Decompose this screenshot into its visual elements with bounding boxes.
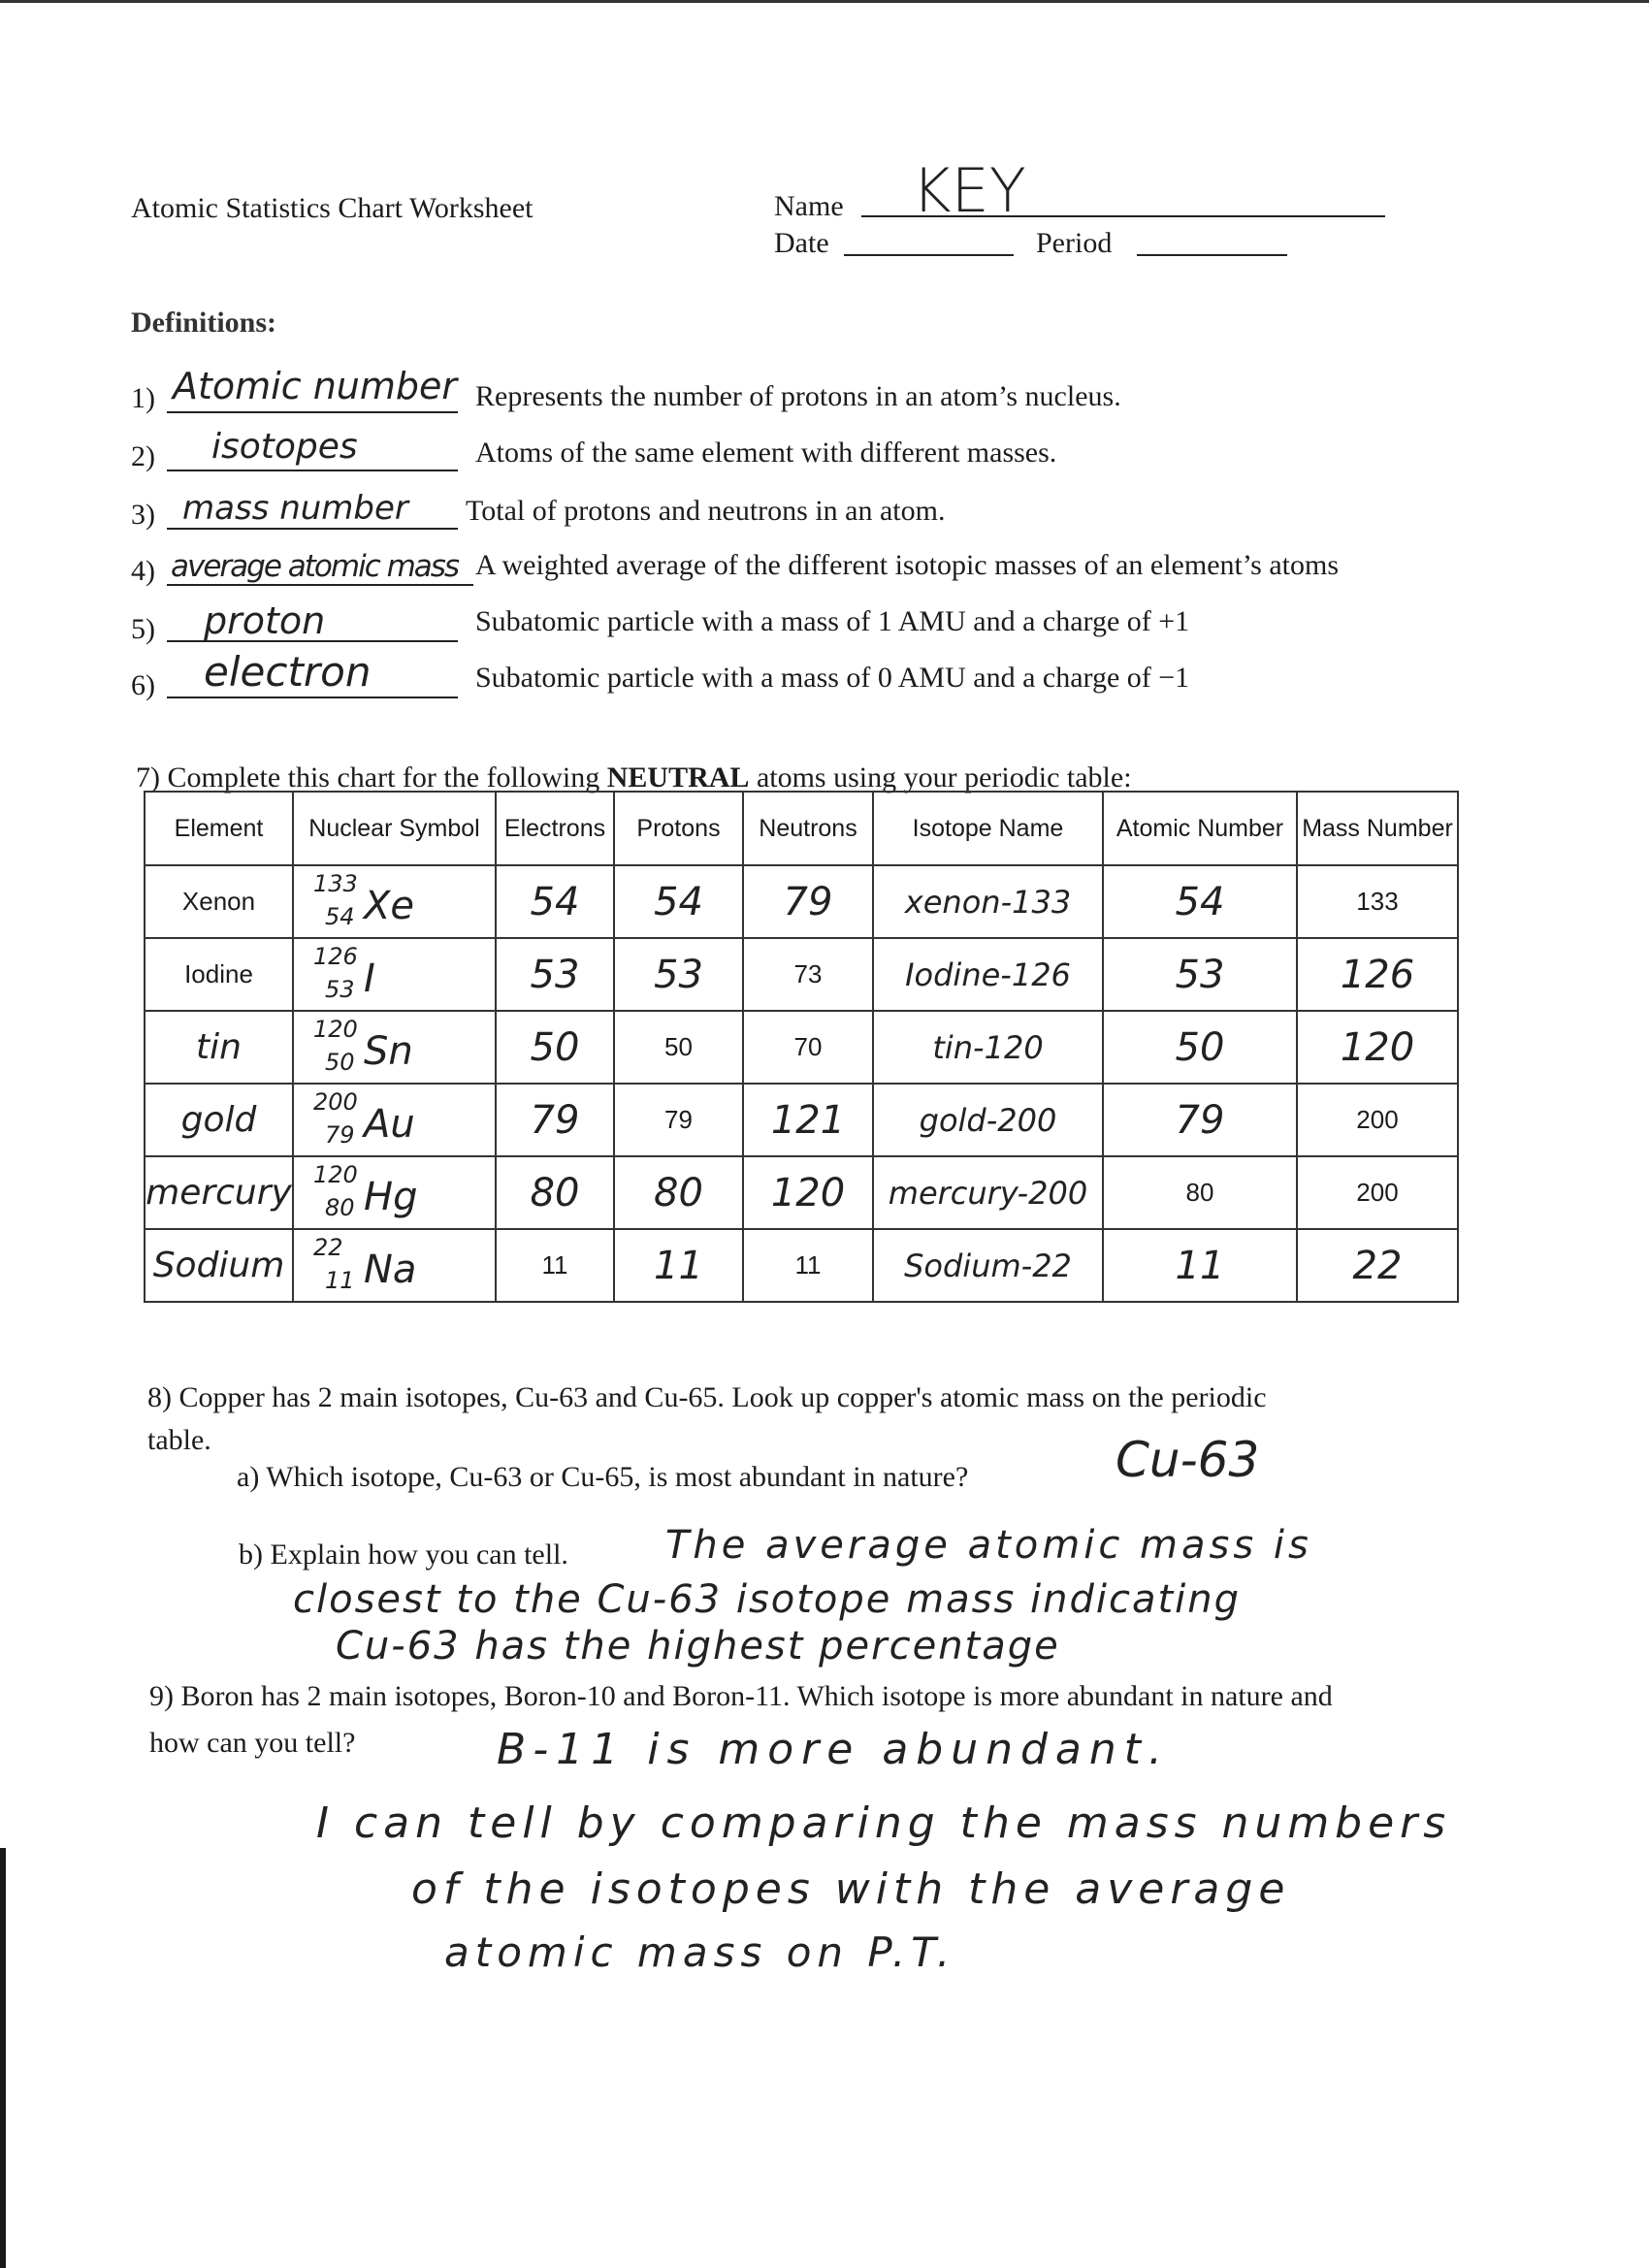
column-header: Electrons [496,792,614,865]
isotope-value: Iodine-126 [905,956,1071,993]
isotope-value: tin-120 [932,1028,1044,1066]
definition-text: A weighted average of the different isotopic masses of an element’s atoms [475,549,1340,581]
mass-number-superscript: 133 [313,870,358,897]
date-line [844,254,1014,256]
table-row [145,1229,1458,1302]
protons-value: 53 [654,952,703,997]
definition-text: Subatomic particle with a mass of 0 AMU and a charge of −1 [475,662,1190,694]
neutrons-value: 120 [770,1170,846,1215]
atomic-number-subscript: 54 [325,903,355,930]
protons-cell [614,1084,743,1156]
definition-text: Subatomic particle with a mass of 1 AMU and a charge of +1 [475,605,1190,637]
mass-number-superscript: 120 [313,1161,358,1188]
definition-number: 2) [131,440,155,472]
massnum-cell [1297,938,1458,1011]
isotope-cell [873,865,1103,938]
nuclear-symbol [307,1161,492,1225]
definition-number: 4) [131,555,155,587]
protons-cell [614,865,743,938]
atomic-number-subscript: 80 [325,1194,355,1221]
atomic-cell [1103,1084,1297,1156]
q9-line2: how can you tell? [149,1727,356,1759]
massnum-cell [1297,1156,1458,1229]
isotope-value: mercury-200 [888,1174,1088,1212]
atomic-value: 11 [1175,1243,1225,1288]
electrons-value: 50 [530,1024,580,1070]
electrons-cell [496,1229,614,1302]
definition-answer: average atomic mass [171,549,459,584]
neutrons-cell [743,865,873,938]
nuclear-symbol-cell [293,1011,496,1084]
nuclear-symbol [307,1234,492,1298]
element-cell [145,938,293,1011]
table-row [145,1156,1458,1229]
massnum-value: 200 [1356,1105,1399,1134]
column-header: Mass Number [1297,792,1458,865]
massnum-cell [1297,1084,1458,1156]
column-header: Atomic Number [1103,792,1297,865]
element-symbol: I [364,956,375,1001]
q8a-question: a) Which isotope, Cu-63 or Cu-65, is most abundant in nature? [237,1461,969,1493]
table-row [145,1011,1458,1084]
element-cell [145,1084,293,1156]
protons-value: 54 [654,879,703,924]
definition-answer: Atomic number [173,365,457,407]
electrons-cell [496,865,614,938]
neutrons-cell [743,1156,873,1229]
massnum-value: 133 [1356,887,1399,916]
protons-cell [614,1011,743,1084]
q9-answer-line1: B-11 is more abundant. [497,1725,1171,1774]
answer-line [167,584,473,586]
q8b-answer-line1: The average atomic mass is [665,1523,1312,1568]
name-label: Name [774,190,844,222]
element-cell [145,1229,293,1302]
atomic-statistics-table [144,791,1459,1303]
isotope-cell [873,1084,1103,1156]
mass-number-superscript: 126 [313,943,358,970]
isotope-value: Sodium-22 [904,1247,1072,1284]
protons-value: 11 [654,1243,703,1288]
element-symbol: Hg [364,1175,418,1219]
element-cell [145,865,293,938]
atomic-number-subscript: 11 [325,1267,355,1294]
massnum-value: 120 [1340,1024,1415,1070]
isotope-cell [873,1011,1103,1084]
nuclear-symbol [307,1088,492,1152]
table-row [145,865,1458,938]
element-value: Xenon [181,887,256,916]
element-value: mercury [146,1173,292,1213]
nuclear-symbol [307,870,492,934]
definitions-heading: Definitions: [131,307,276,339]
period-line [1137,254,1287,256]
element-value: Iodine [184,959,253,988]
electrons-cell [496,1011,614,1084]
atomic-value: 50 [1175,1024,1225,1070]
element-symbol: Au [364,1102,415,1147]
mass-number-superscript: 22 [313,1234,343,1261]
atomic-number-subscript: 79 [325,1121,355,1149]
neutrons-cell [743,938,873,1011]
column-header: Isotope Name [873,792,1103,865]
answer-line [167,411,458,413]
definition-text: Atoms of the same element with different masses. [475,437,1057,469]
definition-number: 6) [131,669,155,701]
neutrons-value: 11 [794,1250,822,1280]
neutrons-value: 70 [793,1032,823,1061]
neutrons-value: 121 [770,1097,846,1143]
isotope-value: xenon-133 [904,883,1072,921]
protons-value: 50 [664,1032,693,1061]
atomic-value: 54 [1175,879,1225,924]
electrons-value: 11 [541,1250,568,1280]
electrons-value: 79 [530,1097,580,1143]
definition-number: 3) [131,499,155,531]
atomic-value: 53 [1175,952,1225,997]
date-label: Date [774,227,829,259]
answer-line [167,697,458,698]
q8b-answer-line3: Cu-63 has the highest percentage [336,1624,1060,1669]
atomic-cell [1103,1156,1297,1229]
massnum-value: 126 [1340,952,1415,997]
definition-text: Represents the number of protons in an atom’s nucleus. [475,380,1121,412]
q9-answer-line4: atomic mass on P.T. [444,1928,956,1976]
column-header: Element [145,792,293,865]
electrons-value: 80 [530,1170,580,1215]
q8-line2: table. [147,1424,211,1456]
q8a-answer: Cu-63 [1116,1432,1260,1488]
atomic-number-subscript: 53 [325,976,355,1003]
element-value: tin [196,1027,242,1067]
massnum-value: 200 [1356,1178,1399,1207]
element-cell [145,1011,293,1084]
name-value: KEY [912,155,1026,226]
nuclear-symbol [307,1016,492,1080]
protons-value: 79 [664,1105,693,1134]
q7-prompt: 7) Complete this chart for the following NEUTRAL atoms using your periodic table: [136,761,1132,794]
q8b-question: b) Explain how you can tell. [239,1539,568,1571]
definition-answer: mass number [182,489,408,528]
element-value: Sodium [152,1246,285,1285]
neutrons-value: 73 [793,959,823,988]
nuclear-symbol-cell [293,938,496,1011]
definition-answer: isotopes [211,427,358,467]
q9-answer-line2: I can tell by comparing the mass numbers [316,1798,1452,1848]
definition-answer: electron [204,648,372,696]
mass-number-superscript: 120 [313,1016,358,1043]
table-header-row [145,792,1458,865]
electrons-cell [496,938,614,1011]
q8-line1: 8) Copper has 2 main isotopes, Cu-63 and Cu-65. Look up copper's atomic mass on the periodic [147,1381,1267,1413]
neutrons-cell [743,1011,873,1084]
atomic-cell [1103,938,1297,1011]
element-symbol: Na [364,1247,417,1292]
massnum-value: 22 [1352,1243,1403,1288]
scan-top-edge [0,0,1649,3]
isotope-cell [873,938,1103,1011]
massnum-cell [1297,865,1458,938]
q8b-answer-line2: closest to the Cu-63 isotope mass indicating [293,1577,1242,1622]
massnum-cell [1297,1229,1458,1302]
answer-line [167,470,458,471]
atomic-value: 80 [1185,1178,1214,1207]
protons-cell [614,938,743,1011]
column-header: Protons [614,792,743,865]
isotope-cell [873,1229,1103,1302]
isotope-value: gold-200 [919,1101,1057,1139]
definition-number: 1) [131,382,155,414]
mass-number-superscript: 200 [313,1088,358,1116]
nuclear-symbol [307,943,492,1007]
scan-left-edge [0,1848,6,2268]
nuclear-symbol-cell [293,1156,496,1229]
worksheet-title: Atomic Statistics Chart Worksheet [131,192,534,224]
definition-answer: proton [204,599,326,642]
protons-cell [614,1229,743,1302]
atomic-cell [1103,1229,1297,1302]
answer-line [167,528,458,530]
neutrons-cell [743,1229,873,1302]
atomic-cell [1103,865,1297,938]
atomic-cell [1103,1011,1297,1084]
nuclear-symbol-cell [293,1084,496,1156]
element-symbol: Xe [364,884,415,928]
protons-cell [614,1156,743,1229]
table-row [145,1084,1458,1156]
electrons-value: 54 [530,879,580,924]
atomic-number-subscript: 50 [325,1049,355,1076]
definition-number: 5) [131,613,155,645]
electrons-value: 53 [530,952,580,997]
electrons-cell [496,1084,614,1156]
column-header: Nuclear Symbol [293,792,496,865]
nuclear-symbol-cell [293,865,496,938]
massnum-cell [1297,1011,1458,1084]
element-cell [145,1156,293,1229]
q9-line1: 9) Boron has 2 main isotopes, Boron-10 and Boron-11. Which isotope is more abundant in nature and [149,1680,1333,1712]
q9-answer-line3: of the isotopes with the average [411,1864,1291,1914]
nuclear-symbol-cell [293,1229,496,1302]
element-symbol: Sn [364,1029,413,1074]
table-row [145,938,1458,1011]
isotope-cell [873,1156,1103,1229]
element-value: gold [180,1100,257,1140]
definition-text: Total of protons and neutrons in an atom. [466,495,946,527]
neutrons-value: 79 [783,879,833,924]
neutrons-cell [743,1084,873,1156]
electrons-cell [496,1156,614,1229]
column-header: Neutrons [743,792,873,865]
protons-value: 80 [654,1170,703,1215]
atomic-value: 79 [1175,1097,1225,1143]
period-label: Period [1036,227,1113,259]
